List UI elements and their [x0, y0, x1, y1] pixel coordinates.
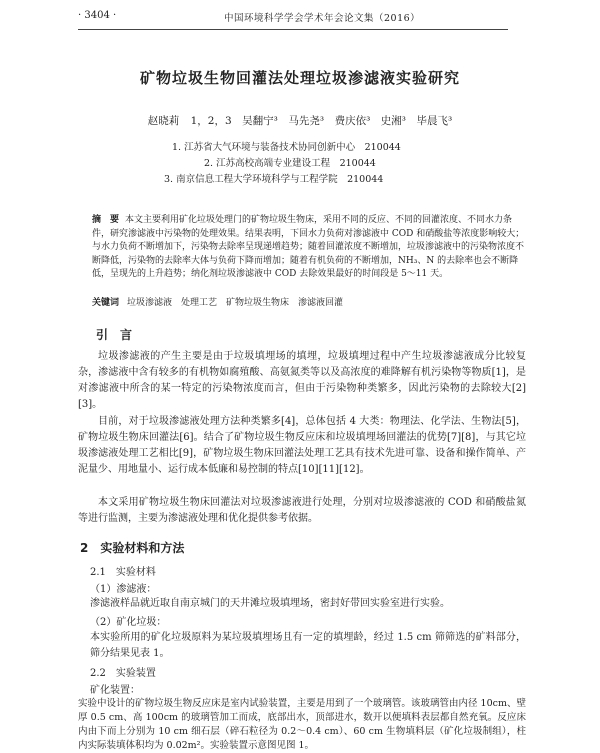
keywords [92, 295, 530, 308]
material-leachate-text: 渗滤液样品就近取自南京城门的天井滩垃圾填埋场，密封好带回实验室进行实验。 [90, 598, 450, 609]
material-waste-label: （2）矿化垃圾： [90, 617, 167, 628]
affiliation-2: 2. 江苏高校高端专业建设工程 210044 [204, 158, 376, 169]
keywords-label: 关键词 [92, 298, 120, 308]
keywords-text: 垃圾渗滤液 处理工艺 矿物垃圾生物床 渗滤液回灌 [127, 298, 344, 308]
apparatus-label: 矿化装置： [90, 685, 140, 696]
abstract-text: 本文主要利用矿化垃圾处理门的矿物垃圾生物床，采用不同的反应、不同的回灌浓度、不同水力条件，研究渗滤液中污染物的处理效果。结果表明，下回水力负荷对渗滤液中 COD 和硝酸盐等浓度影响较大；与水力负荷不断增加下，污染物去除率呈现递增趋势；随着回灌浓度不断增加，垃圾渗滤液中的污染物浓度不断降低，污染物的去除率大体与负荷下降而增加；随着有机负荷的不断增加，NH₃、N 的去除率也会不断降低，呈现先的上升趋势；纳化剂垃圾渗滤液中 COD 去除效果最好的时间段是 5～11 天。 [92, 215, 525, 279]
affiliation-1: 1. 江苏省大气环境与装备技术协同创新中心 210044 [172, 142, 401, 153]
subsection-2-1-heading: 2.1 实验材料 [90, 567, 156, 578]
apparatus-text: 实验中设计的矿物垃圾生物反应床是室内试验装置，主要是用到了一个玻璃管。该玻璃管由内径 10cm、壁厚 0.5 cm、高 100cm 的玻璃管加工而成，底部出水，顶部进水，数开以便填料表层都自然充氧。反应床内由下而上分别为 10 cm 细石层（碎石粒径为 0.2～0.4 cm）、60 cm 生物填料层（矿化垃圾制组），柱内实际装填体积均为 0.02m²。实验装置示意图见图 1。 [78, 698, 526, 751]
material-leachate-label: （1）渗滤液： [90, 584, 157, 595]
page-header [78, 8, 508, 28]
subsection-2-2-heading: 2.2 实验装置 [90, 668, 156, 679]
page-number: · 3404 · [78, 10, 117, 21]
intro-paragraph: 本文采用矿物垃圾生物床回灌法对垃圾渗滤液进行处理，分别对垃圾渗滤液的 COD 和硝酸盐氮等进行监测，主要为渗滤液处理和优化提供参考依据。 [78, 497, 526, 524]
author-list: 赵晓莉 1，2，3 吴翻宁³ 马先尧³ 费庆依³ 史湘³ 毕晨飞³ [147, 115, 453, 127]
affiliation-3: 3. 南京信息工程大学环境科学与工程学院 210044 [164, 174, 384, 185]
material-waste-text: 本实验所用的矿化垃圾原料为某垃圾填埋场且有一定的填埋龄，经过 1.5 cm 筛筛选的矿料部分，筛分结果见表 1。 [90, 632, 526, 659]
abstract [92, 214, 530, 282]
intro-paragraph: 垃圾渗滤液的产生主要是由于垃圾填埋场的填埋，垃圾填埋过程中产生垃圾渗滤液成分比较复杂，渗滤液中含有较多的有机物如腐殖酸、高氨氮类等以及高浓度的难降解有机污染物等物质[1]，是对渗滤液中所含的某一特定的污染物浓度而言，但由于污染物种类繁多，因此污染物的去除较大[2][3]。 [78, 351, 526, 410]
abstract-label: 摘 要 [92, 215, 120, 225]
header-rule [78, 29, 508, 30]
intro-paragraph: 目前，对于垃圾渗滤液处理方法种类繁多[4]，总体包括 4 大类：物理法、化学法、生物法[5]，矿物垃圾生物床回灌法[6]。结合了矿物垃圾生物反应床和垃圾填埋场回灌法的优势[7][8]，与其它垃圾渗滤液处理工艺相比[9]，矿物垃圾生物床回灌法处理工艺具有技术先进可靠、设备和操作简单、产泥量少、用地量小、运行成本低廉和易控制的特点[10][11][12]。 [78, 416, 526, 475]
intro-heading: 引 言 [96, 328, 133, 342]
running-head: 中国环境科学学会学术年会论文集（2016） [224, 13, 421, 24]
paper-title: 矿物垃圾生物回灌法处理垃圾渗滤液实验研究 [139, 69, 460, 87]
section-2-heading: 2 实验材料和方法 [80, 541, 185, 555]
